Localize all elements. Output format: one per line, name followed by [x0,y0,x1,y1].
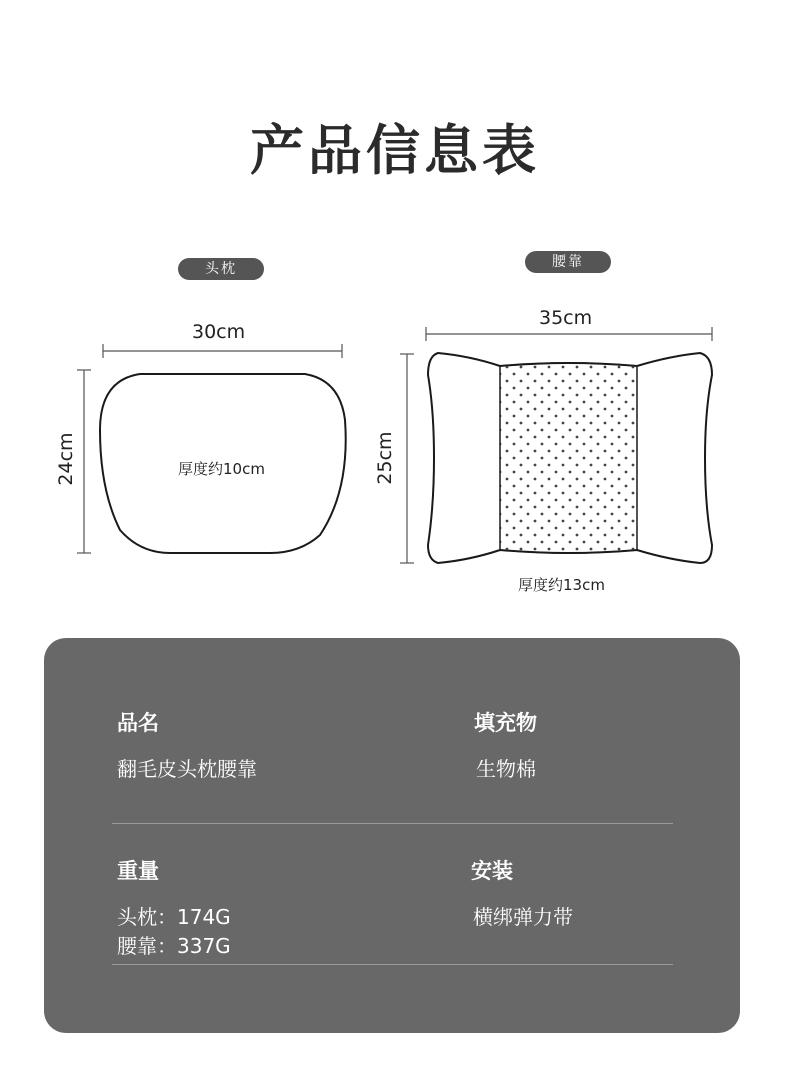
headrest-height-label: 24cm [55,432,77,486]
headrest-thickness-label: 厚度约10cm [178,460,265,478]
info-card [44,638,740,1033]
lumbar-height-label: 25cm [374,431,396,485]
name-label: 品名 [117,711,159,735]
fill-value: 生物棉 [476,757,536,781]
lumbar-thickness-label: 厚度约13cm [518,576,605,594]
headrest-width-line [103,344,342,358]
headrest-height-line [77,370,91,553]
divider-bottom [112,964,673,965]
lumbar-height-line [400,354,414,563]
divider-top [112,823,673,824]
weight-label: 重量 [117,859,159,883]
page-title: 产品信息表 [250,119,540,182]
install-label: 安装 [471,859,513,883]
headrest-tag: 头枕 [178,258,264,280]
weight-lumbar: 腰靠：337G [117,934,231,958]
weight-headrest: 头枕：174G [117,905,231,929]
lumbar-width-line [426,327,712,341]
lumbar-tag: 腰靠 [525,251,611,273]
lumbar-width-label: 35cm [539,307,593,329]
install-value: 横绑弹力带 [473,905,573,929]
lumbar-mesh-panel [500,363,637,553]
fill-label: 填充物 [474,711,537,735]
headrest-width-label: 30cm [192,321,246,343]
name-value: 翻毛皮头枕腰靠 [117,757,257,781]
